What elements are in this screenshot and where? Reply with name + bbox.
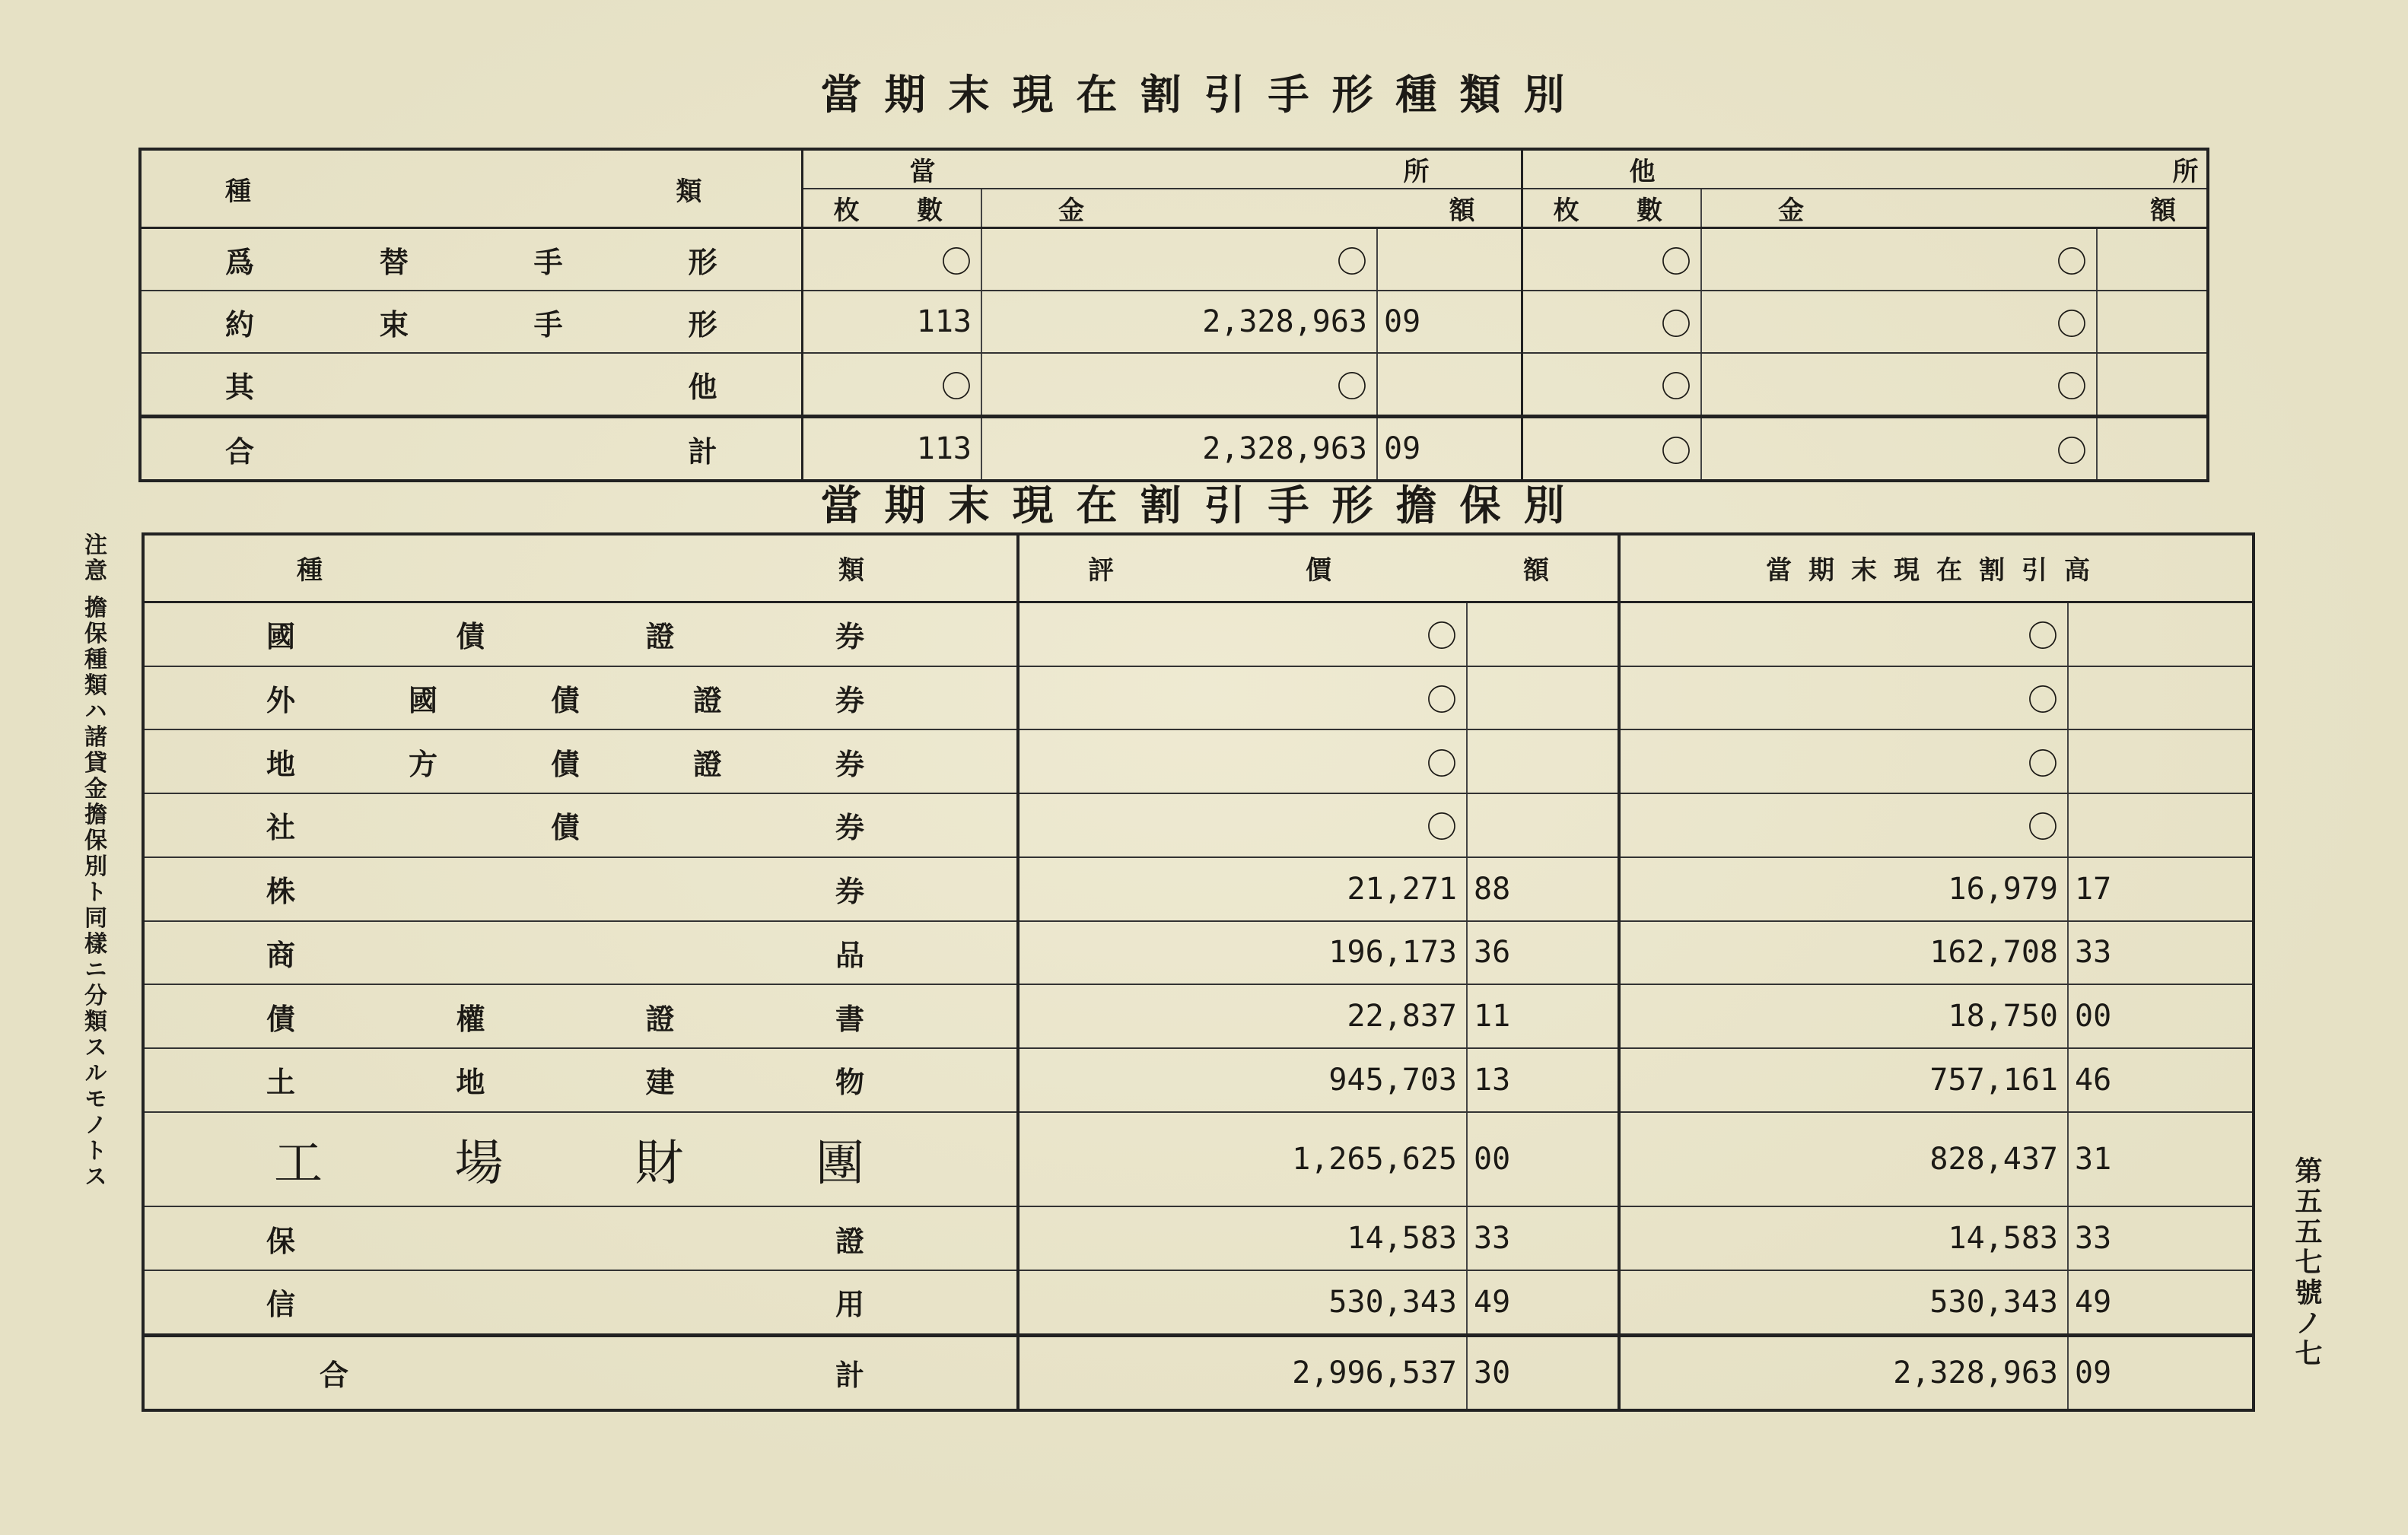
self-amount-decimal	[1377, 353, 1522, 417]
self-amount: 〇	[981, 353, 1377, 417]
label-char: 團	[815, 1136, 864, 1193]
balance: 〇	[1619, 793, 2068, 857]
valuation-decimal: 88	[1467, 857, 1619, 921]
label-char: 形	[688, 244, 717, 279]
valuation-decimal: 36	[1467, 921, 1619, 985]
label-char: 債	[550, 810, 580, 845]
row-label	[143, 1206, 1018, 1270]
kind-header-a: 種	[297, 555, 323, 586]
self-header-b: 所	[1403, 157, 1430, 187]
label-char: 合	[320, 1358, 349, 1393]
self-header-a: 當	[909, 157, 936, 187]
label-char: 土	[266, 1065, 296, 1100]
row-label	[143, 921, 1018, 985]
valuation-total: 2,996,537	[1018, 1335, 1467, 1410]
other-amount: 〇	[1701, 228, 2097, 291]
other-header-a: 他	[1629, 157, 1656, 187]
valuation-decimal	[1467, 729, 1619, 793]
label-char: 商	[266, 937, 296, 972]
valuation: 1,265,625	[1018, 1112, 1467, 1207]
valuation: 〇	[1018, 602, 1467, 666]
other-count: 〇	[1522, 228, 1701, 291]
valuation-header	[1018, 534, 1619, 602]
valuation-decimal	[1467, 666, 1619, 730]
valuation: 〇	[1018, 793, 1467, 857]
valuation-header-char: 額	[1523, 555, 1549, 586]
label-char: 約	[225, 307, 255, 342]
label-char: 地	[266, 746, 296, 781]
side-note: 注意 擔保種類ハ諸貸金擔保別ト同樣ニ分類スルモノトス	[80, 532, 107, 1190]
balance-decimal: 17	[2068, 857, 2254, 921]
label-char: 替	[379, 244, 409, 279]
label-char: 債	[550, 746, 580, 781]
valuation: 196,173	[1018, 921, 1467, 985]
other-header-b: 所	[2172, 157, 2199, 187]
balance-decimal: 49	[2068, 1270, 2254, 1335]
bills-by-collateral-table	[142, 532, 2255, 1412]
row-label	[143, 1112, 1018, 1207]
other-amount-total-decimal	[2097, 417, 2208, 481]
self-count-total: 113	[802, 417, 981, 481]
balance-total-decimal: 09	[2068, 1335, 2254, 1410]
label-char: 計	[835, 1358, 864, 1393]
label-char: 券	[835, 619, 864, 654]
table-row	[143, 602, 2254, 666]
label-char: 券	[835, 682, 864, 717]
self-amount-header	[981, 189, 1522, 228]
label-char: 財	[635, 1136, 684, 1193]
label-char: 外	[266, 682, 296, 717]
table-row	[143, 666, 2254, 730]
bills-by-type-table	[138, 148, 2209, 482]
row-label	[143, 729, 1018, 793]
count-header-b: 數	[917, 195, 943, 226]
self-count: 113	[802, 291, 981, 353]
valuation-decimal	[1467, 602, 1619, 666]
balance-decimal	[2068, 602, 2254, 666]
label-char: 債	[456, 619, 485, 654]
balance-decimal	[2068, 729, 2254, 793]
self-amount: 〇	[981, 228, 1377, 291]
row-label	[140, 291, 802, 353]
row-label	[143, 1270, 1018, 1335]
self-amount-total: 2,328,963	[981, 417, 1377, 481]
label-char: 方	[408, 746, 437, 781]
self-amount-total-decimal: 09	[1377, 417, 1522, 481]
other-amount-decimal	[2097, 353, 2208, 417]
valuation: 21,271	[1018, 857, 1467, 921]
other-amount: 〇	[1701, 353, 2097, 417]
label-char: 保	[266, 1223, 296, 1258]
label-char: 計	[688, 434, 717, 469]
other-amount-decimal	[2097, 228, 2208, 291]
table-row	[143, 1206, 2254, 1270]
label-char: 證	[835, 1223, 864, 1258]
valuation-decimal: 49	[1467, 1270, 1619, 1335]
kind-header	[143, 534, 1018, 602]
valuation: 14,583	[1018, 1206, 1467, 1270]
self-amount: 2,328,963	[981, 291, 1377, 353]
other-count: 〇	[1522, 353, 1701, 417]
label-char: 社	[266, 810, 296, 845]
table-row	[143, 1048, 2254, 1112]
label-char: 工	[274, 1136, 323, 1193]
label-char: 國	[266, 619, 296, 654]
table-row	[140, 228, 2208, 291]
row-label	[140, 353, 802, 417]
page-number-mark: 第五五七號ノ七	[2291, 1156, 2323, 1369]
label-char: 地	[456, 1065, 485, 1100]
balance: 〇	[1619, 602, 2068, 666]
balance: 16,979	[1619, 857, 2068, 921]
label-char: 證	[692, 746, 722, 781]
table-row	[143, 1112, 2254, 1207]
self-count: 〇	[802, 353, 981, 417]
balance: 162,708	[1619, 921, 2068, 985]
balance-decimal: 33	[2068, 921, 2254, 985]
valuation-decimal: 11	[1467, 984, 1619, 1048]
label-char: 證	[645, 619, 675, 654]
balance-total: 2,328,963	[1619, 1335, 2068, 1410]
table-row	[143, 921, 2254, 985]
valuation-decimal	[1467, 793, 1619, 857]
amount-header-a: 金	[1058, 195, 1084, 226]
label-char: 合	[225, 434, 255, 469]
kind-header-b: 類	[676, 176, 702, 207]
label-char: 形	[688, 307, 717, 342]
label-char: 手	[533, 244, 563, 279]
balance-header: 當期末現在割引高	[1619, 534, 2254, 602]
label-char: 物	[835, 1065, 864, 1100]
other-bank-header	[1522, 149, 2208, 189]
valuation: 22,837	[1018, 984, 1467, 1048]
self-amount-decimal: 09	[1377, 291, 1522, 353]
label-char: 國	[408, 682, 437, 717]
row-label	[143, 793, 1018, 857]
valuation-decimal: 33	[1467, 1206, 1619, 1270]
total-row	[143, 1335, 2254, 1410]
label-char: 書	[835, 1001, 864, 1036]
table-row	[143, 793, 2254, 857]
row-label	[143, 1048, 1018, 1112]
balance: 〇	[1619, 666, 2068, 730]
table1-title: 當期末現在割引手形種類別	[820, 70, 1588, 119]
table-row	[143, 729, 2254, 793]
valuation-header-char: 評	[1088, 555, 1114, 586]
label-char: 束	[379, 307, 409, 342]
other-count-header	[1522, 189, 1701, 228]
label-char: 證	[645, 1001, 675, 1036]
row-label	[143, 666, 1018, 730]
label-char: 券	[835, 746, 864, 781]
other-count: 〇	[1522, 291, 1701, 353]
table-row	[143, 1270, 2254, 1335]
row-label	[140, 228, 802, 291]
table2-title: 當期末現在割引手形擔保別	[820, 481, 1588, 529]
balance-decimal	[2068, 793, 2254, 857]
valuation-decimal: 13	[1467, 1048, 1619, 1112]
balance: 828,437	[1619, 1112, 2068, 1207]
label-char: 證	[692, 682, 722, 717]
other-count-total: 〇	[1522, 417, 1701, 481]
balance: 757,161	[1619, 1048, 2068, 1112]
kind-header-a: 種	[225, 176, 251, 207]
amount-header-a: 金	[1778, 195, 1805, 226]
label-char: 他	[688, 369, 717, 404]
table2-header-row	[143, 534, 2254, 602]
table-row	[140, 291, 2208, 353]
label-char: 株	[266, 874, 296, 909]
label-char: 用	[835, 1287, 864, 1322]
balance-decimal: 00	[2068, 984, 2254, 1048]
label-char: 手	[533, 307, 563, 342]
self-amount-decimal	[1377, 228, 1522, 291]
table-row	[140, 353, 2208, 417]
table-row	[143, 857, 2254, 921]
valuation: 〇	[1018, 666, 1467, 730]
total-row	[140, 417, 2208, 481]
kind-header	[140, 149, 802, 228]
label-char: 債	[550, 682, 580, 717]
label-char: 債	[266, 1001, 296, 1036]
valuation-decimal: 00	[1467, 1112, 1619, 1207]
label-char: 建	[645, 1065, 675, 1100]
other-amount: 〇	[1701, 291, 2097, 353]
balance: 14,583	[1619, 1206, 2068, 1270]
self-count-header	[802, 189, 981, 228]
valuation-total-decimal: 30	[1467, 1335, 1619, 1410]
other-amount-total: 〇	[1701, 417, 2097, 481]
label-char: 其	[225, 369, 255, 404]
valuation: 945,703	[1018, 1048, 1467, 1112]
row-label	[143, 984, 1018, 1048]
count-header-a: 枚	[1553, 195, 1579, 226]
other-amount-header	[1701, 189, 2208, 228]
balance: 〇	[1619, 729, 2068, 793]
valuation: 〇	[1018, 729, 1467, 793]
balance-decimal: 46	[2068, 1048, 2254, 1112]
self-bank-header	[802, 149, 1522, 189]
label-char: 爲	[225, 244, 255, 279]
row-label	[143, 857, 1018, 921]
label-char: 券	[835, 874, 864, 909]
other-amount-decimal	[2097, 291, 2208, 353]
label-char: 場	[454, 1136, 504, 1193]
amount-header-b: 額	[2150, 195, 2177, 226]
balance-decimal: 31	[2068, 1112, 2254, 1207]
valuation-header-char: 價	[1306, 555, 1331, 586]
row-label	[140, 417, 802, 481]
count-header-b: 數	[1637, 195, 1663, 226]
kind-header-b: 類	[838, 555, 864, 586]
count-header-a: 枚	[833, 195, 860, 226]
balance-decimal: 33	[2068, 1206, 2254, 1270]
table1-header-row	[140, 149, 2208, 189]
balance-decimal	[2068, 666, 2254, 730]
row-label	[143, 1335, 1018, 1410]
balance: 18,750	[1619, 984, 2068, 1048]
label-char: 權	[456, 1001, 485, 1036]
amount-header-b: 額	[1449, 195, 1475, 226]
row-label	[143, 602, 1018, 666]
label-char: 品	[835, 937, 864, 972]
balance: 530,343	[1619, 1270, 2068, 1335]
label-char: 信	[266, 1287, 296, 1322]
valuation: 530,343	[1018, 1270, 1467, 1335]
table-row	[143, 984, 2254, 1048]
self-count: 〇	[802, 228, 981, 291]
label-char: 券	[835, 810, 864, 845]
